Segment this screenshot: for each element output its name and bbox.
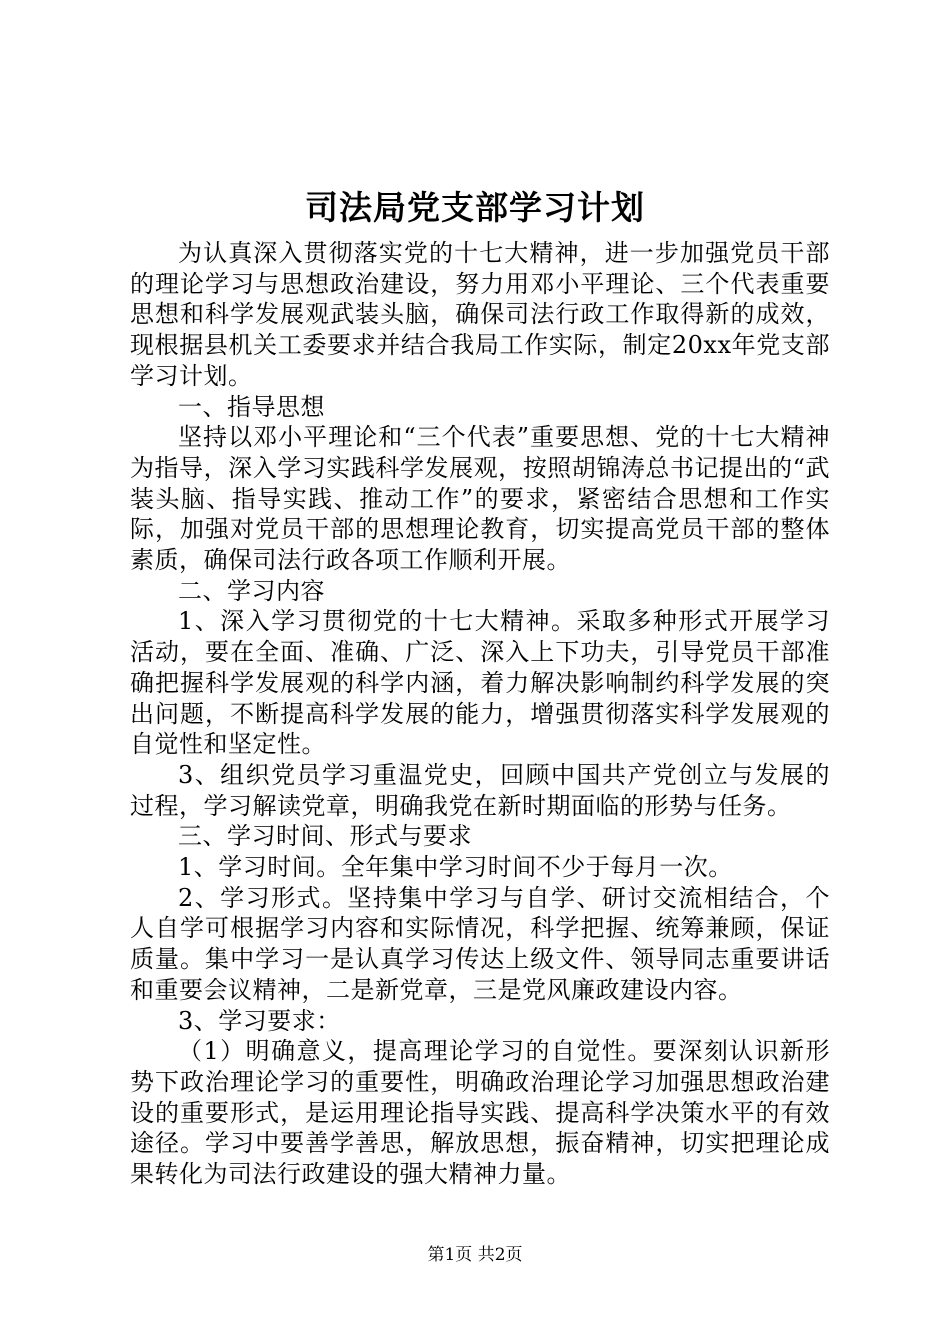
paragraph: 1、深入学习贯彻党的十七大精神。采取多种形式开展学习活动，要在全面、准确、广泛、深入上下功夫，引导党员干部准确把握科学发展观的科学内涵，着力解决影响制约科学发展的突出问题，不断提高科学发展的能力，增强贯彻落实科学发展观的自觉性和坚定性。 — [130, 607, 830, 759]
paragraph: 3、学习要求： — [178, 1006, 341, 1035]
paragraph: 3、组织党员学习重温党史，回顾中国共产党创立与发展的过程，学习解读党章，明确我党在新时期面临的形势与任务。 — [130, 760, 830, 820]
document-title: 司法局党支部学习计划 — [305, 188, 645, 227]
paragraph-intro: 为认真深入贯彻落实党的十七大精神，进一步加强党员干部的理论学习与思想政治建设，努力用邓小平理论、三个代表重要思想和科学发展观武装头脑，确保司法行政工作取得新的成效，现根据县机关工委要求并结合我局工作实际，制定20xx年党支部学习计划。 — [130, 239, 830, 390]
section-heading: 一、指导思想 — [178, 392, 325, 421]
paragraph: 2、学习形式。坚持集中学习与自学、研讨交流相结合，个人自学可根据学习内容和实际情况，科学把握、统筹兼顾，保证质量。集中学习一是认真学习传达上级文件、领导同志重要讲话和重要会议精神，二是新党章，三是党风廉政建设内容。 — [130, 883, 830, 1004]
paragraph: 坚持以邓小平理论和“三个代表”重要思想、党的十七大精神为指导，深入学习实践科学发展观，按照胡锦涛总书记提出的“武装头脑、指导实践、推动工作”的要求，紧密结合思想和工作实际，加强对党员干部的思想理论教育，切实提高党员干部的整体素质，确保司法行政各项工作顺利开展。 — [130, 423, 830, 575]
section-heading: 三、学习时间、形式与要求 — [178, 822, 472, 851]
document-body — [130, 238, 830, 1190]
paragraph: 1、学习时间。全年集中学习时间不少于每月一次。 — [178, 853, 733, 882]
page-footer: 第1页 共2页 — [427, 1245, 523, 1265]
section-heading: 二、学习内容 — [178, 576, 325, 605]
paragraph: （1）明确意义，提高理论学习的自觉性。要深刻认识新形势下政治理论学习的重要性，明确政治理论学习加强思想政治建设的重要形式，是运用理论指导实践、提高科学决策水平的有效途径。学习中要善学善思，解放思想，振奋精神，切实把理论成果转化为司法行政建设的强大精神力量。 — [130, 1037, 830, 1189]
